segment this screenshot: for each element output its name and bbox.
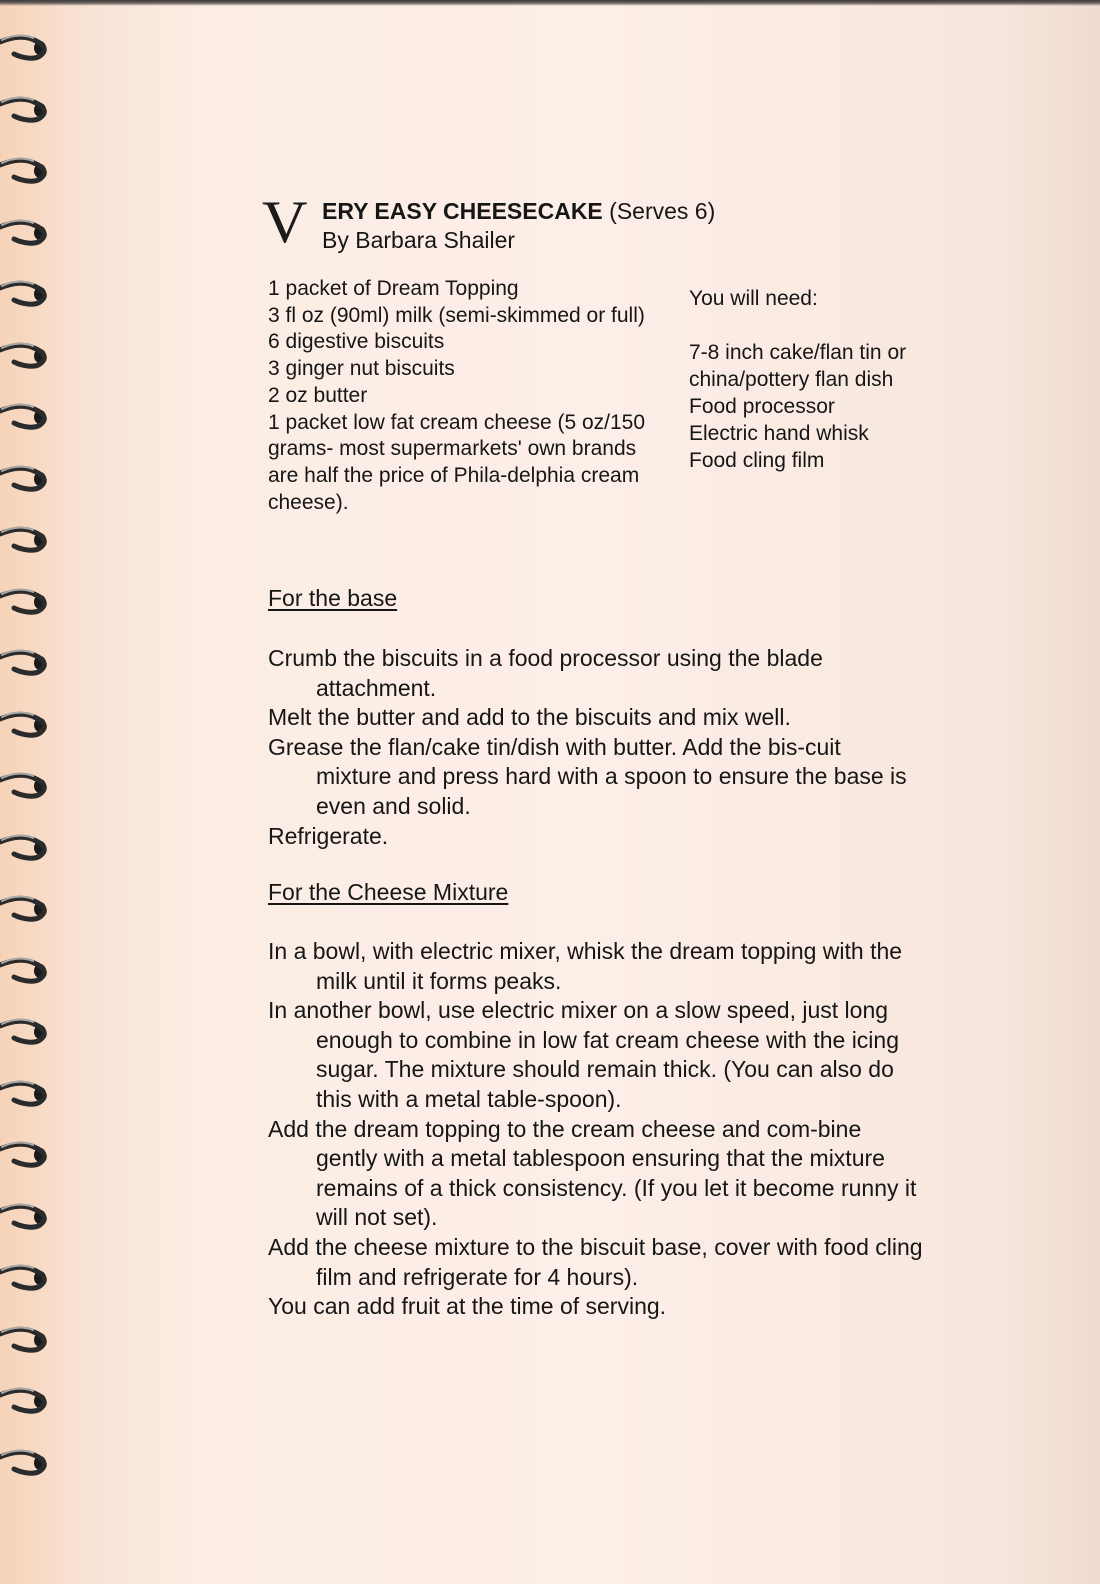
spiral-ring-icon [0, 1012, 60, 1046]
recipe-title-main: ERY EASY CHEESECAKE [322, 198, 603, 224]
spiral-ring-icon [0, 951, 60, 985]
spiral-ring-icon [0, 1197, 60, 1231]
ingredient-item: 6 digestive biscuits [268, 330, 445, 354]
equipment-item: Food processor [689, 395, 835, 418]
spiral-ring-icon [0, 336, 60, 370]
ingredient-item: 1 packet of Dream Topping [268, 277, 519, 300]
spiral-ring-icon [0, 828, 60, 862]
spiral-ring-icon [0, 151, 60, 185]
base-step: Grease the flan/cake tin/dish with butter. Add the bis-cuit mixture and press hard with a spoon to ensure the base is even and solid. [268, 733, 907, 819]
ingredient-item: 3 ginger nut biscuits [268, 357, 455, 381]
spiral-ring-icon [0, 1074, 60, 1108]
spiral-ring-icon [0, 889, 60, 923]
equipment-item: 7-8 inch cake/flan tin or china/pottery flan dish [689, 341, 907, 391]
ingredient-item: 2 oz butter [268, 383, 368, 407]
spiral-ring-icon [0, 28, 60, 62]
cheese-step: Add the dream topping to the cream cheese and com-bine gently with a metal tablespoon ensuring that the mixture remains of a thick consistency. (If you let it become runny it will not set). [268, 1115, 917, 1231]
spiral-ring-icon [0, 643, 60, 677]
spiral-binding [0, 0, 70, 1584]
spiral-ring-icon [0, 1381, 60, 1415]
spiral-ring-icon [0, 90, 60, 124]
base-steps [268, 644, 918, 851]
equipment-box [689, 285, 919, 474]
base-step: Melt the butter and add to the biscuits and mix well. [268, 704, 791, 731]
spiral-ring-icon [0, 213, 60, 247]
page-top-edge [0, 0, 1100, 6]
spiral-ring-icon [0, 705, 60, 739]
recipe-author: By Barbara Shailer [322, 227, 516, 253]
base-step: Refrigerate. [268, 822, 389, 849]
recipe-title [322, 197, 715, 225]
ingredients-list [268, 276, 668, 516]
spiral-ring-icon [0, 459, 60, 493]
ingredient-item: 1 packet low fat cream cheese (5 oz/150 grams- most supermarkets' own brands are half the price of Phila-delphia cream cheese). [268, 410, 646, 514]
spiral-ring-icon [0, 582, 60, 616]
spiral-ring-icon [0, 520, 60, 554]
spiral-ring-icon [0, 1135, 60, 1169]
spiral-ring-icon [0, 274, 60, 308]
title-dropcap: V [262, 189, 308, 255]
base-heading: For the base [268, 585, 398, 611]
spiral-ring-icon [0, 1258, 60, 1292]
base-step: Crumb the biscuits in a food processor using the blade attachment. [268, 645, 823, 701]
equipment-item: Food cling film [689, 449, 825, 472]
spiral-ring-icon [0, 1320, 60, 1354]
spiral-ring-icon [0, 397, 60, 431]
cheese-step: In another bowl, use electric mixer on a slow speed, just long enough to combine in low fat cream cheese with the icing sugar. The mixture should remain thick. (You can also do this with a metal table-spoon). [268, 997, 899, 1112]
cheese-heading: For the Cheese Mixture [268, 879, 509, 905]
cheese-step: You can add fruit at the time of serving. [268, 1293, 667, 1320]
recipe-serves: (Serves 6) [609, 198, 716, 224]
equipment-list [689, 339, 919, 474]
ingredient-item: 3 fl oz (90ml) milk (semi-skimmed or full) [268, 303, 645, 327]
equipment-heading: You will need: [689, 287, 818, 310]
cheese-step: Add the cheese mixture to the biscuit base, cover with food cling film and refrigerate for 4 hours). [268, 1233, 923, 1290]
recipe-header [262, 189, 882, 262]
equipment-item: Electric hand whisk [689, 422, 869, 445]
cheese-step: In a bowl, with electric mixer, whisk the dream topping with the milk until it forms peaks. [268, 938, 903, 994]
spiral-ring-icon [0, 766, 60, 800]
spiral-ring-icon [0, 1443, 60, 1477]
cheese-steps [268, 937, 928, 1322]
